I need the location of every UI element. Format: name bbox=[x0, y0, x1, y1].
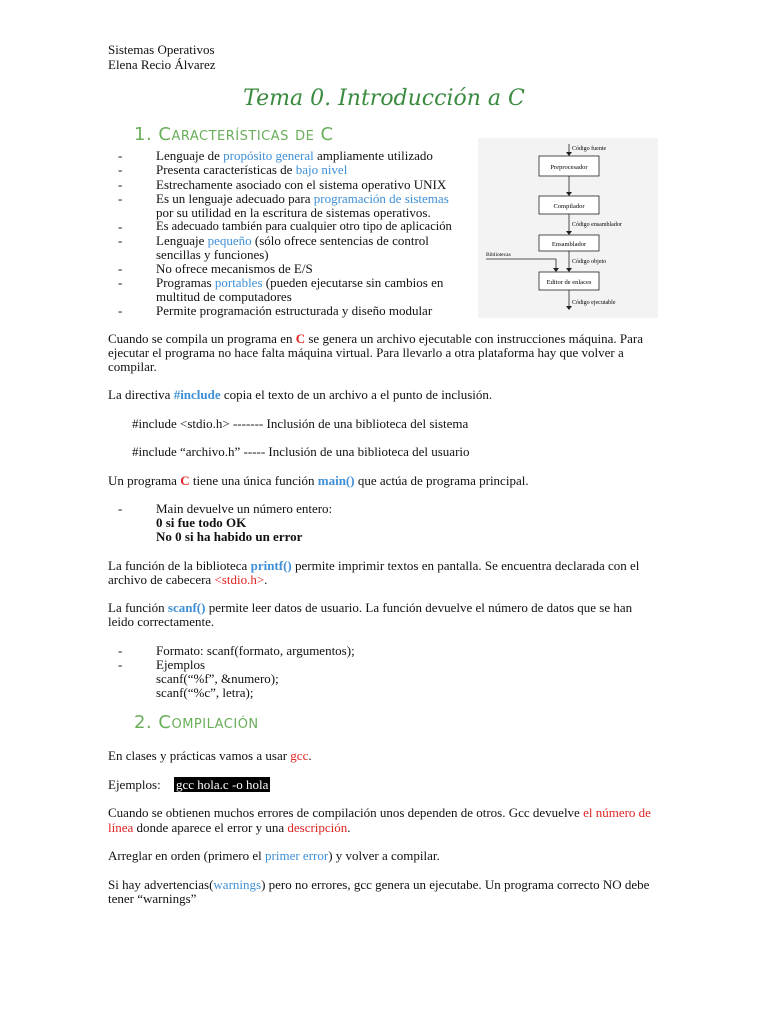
scanf-example-2: scanf(“%c”, letra); bbox=[156, 685, 254, 700]
paragraph-compile: Cuando se compila un programa en C se genera un archivo ejecutable con instrucciones máquina. Para bbox=[108, 331, 643, 346]
gcc-command-example: gcc hola.c -o hola bbox=[176, 777, 269, 792]
paragraph-warnings-line2: tener “warnings” bbox=[108, 891, 197, 906]
paragraph-fix-order: Arreglar en orden (primero el primer error) y volver a compilar. bbox=[108, 848, 440, 863]
list-item: No ofrece mecanismos de E/S bbox=[156, 261, 313, 276]
paragraph-gcc: En clases y prácticas vamos a usar gcc. bbox=[108, 748, 312, 763]
bullet-dash: - bbox=[118, 148, 123, 163]
bullet-dash: - bbox=[118, 191, 123, 206]
paragraph-errors-line2: línea donde aparece el error y una descripción. bbox=[108, 820, 351, 835]
list-item-continuation: por su utilidad en la escritura de sistemas operativos. bbox=[156, 205, 431, 220]
libraries-label: Bibliotecas bbox=[486, 252, 511, 258]
paragraph-main: Un programa C tiene una única función main() que actúa de programa principal. bbox=[108, 473, 529, 488]
examples-label: Ejemplos: bbox=[108, 777, 161, 792]
main-return-ok: 0 si fue todo OK bbox=[156, 515, 247, 530]
list-item: Lenguaje de propósito general ampliamente utilizado bbox=[156, 148, 433, 163]
paragraph-include: La directiva #include copia el texto de un archivo a el punto de inclusión. bbox=[108, 387, 493, 402]
include-system-example: #include <stdio.h> ------- Inclusión de una biblioteca del sistema bbox=[132, 416, 469, 431]
scanf-example-1: scanf(“%f”, &numero); bbox=[156, 671, 279, 686]
paragraph-printf-line2: archivo de cabecera <stdio.h>. bbox=[108, 572, 268, 587]
bullet-dash: - bbox=[118, 643, 123, 658]
bullet-dash: - bbox=[118, 162, 123, 177]
list-item: Presenta características de bajo nivel bbox=[156, 162, 348, 177]
paragraph-compile-line3: compilar. bbox=[108, 359, 157, 374]
bullet-dash: - bbox=[118, 177, 123, 192]
bullet-dash: - bbox=[118, 657, 123, 672]
assembly-code-label: Código ensamblador bbox=[572, 222, 622, 228]
section-1-heading: 1. Características de C bbox=[134, 124, 334, 145]
include-user-example: #include “archivo.h” ----- Inclusión de una biblioteca del usuario bbox=[132, 444, 470, 459]
preprocessor-label: Preprocesador bbox=[550, 164, 588, 171]
paragraph-warnings: Si hay advertencias(warnings) pero no errores, gcc genera un ejecutabe. Un programa correcto NO debe bbox=[108, 877, 650, 892]
compilation-pipeline-diagram bbox=[478, 138, 658, 318]
linker-label: Editor de enlaces bbox=[546, 279, 592, 286]
bullet-dash: - bbox=[118, 501, 123, 516]
paragraph-scanf: La función scanf() permite leer datos de usuario. La función devuelve el número de datos que se han bbox=[108, 600, 633, 615]
compiler-label: Compilador bbox=[553, 203, 585, 210]
list-item: Permite programación estructurada y diseño modular bbox=[156, 303, 433, 318]
scanf-format-item: Formato: scanf(formato, argumentos); bbox=[156, 643, 355, 658]
object-code-label: Código objeto bbox=[572, 259, 607, 265]
main-return-error: No 0 si ha habido un error bbox=[156, 529, 303, 544]
assembler-label: Ensamblador bbox=[551, 241, 587, 248]
document-title: Tema 0. Introducción a C bbox=[243, 86, 525, 111]
bullet-dash: - bbox=[118, 219, 123, 234]
list-item: Lenguaje pequeño (sólo ofrece sentencias de control bbox=[156, 233, 429, 248]
bullet-dash: - bbox=[118, 261, 123, 276]
paragraph-errors: Cuando se obtienen muchos errores de compilación unos dependen de otros. Gcc devuelve el número de bbox=[108, 805, 651, 820]
list-item: Estrechamente asociado con el sistema operativo UNIX bbox=[156, 177, 447, 192]
header-course: Sistemas Operativos bbox=[108, 42, 215, 57]
list-item: Es un lenguaje adecuado para programación de sistemas bbox=[156, 191, 449, 206]
list-item-continuation: sencillas y funciones) bbox=[156, 247, 269, 262]
section-2-heading: 2. Compilación bbox=[134, 712, 259, 733]
main-return-item: Main devuelve un número entero: bbox=[156, 501, 333, 516]
paragraph-scanf-line2: leido correctamente. bbox=[108, 614, 215, 629]
bullet-dash: - bbox=[118, 303, 123, 318]
executable-code-label: Código ejecutable bbox=[572, 300, 616, 306]
paragraph-printf: La función de la biblioteca printf() permite imprimir textos en pantalla. Se encuentra declarada con el bbox=[108, 558, 640, 573]
bullet-dash: - bbox=[118, 275, 123, 290]
list-item: Es adecuado también para cualquier otro tipo de aplicación bbox=[156, 219, 452, 233]
list-item-continuation: multitud de computadores bbox=[156, 289, 292, 304]
source-code-label: Código fuente bbox=[572, 146, 607, 152]
bullet-dash: - bbox=[118, 233, 123, 248]
list-item: Programas portables (pueden ejecutarse sin cambios en bbox=[156, 275, 444, 290]
paragraph-compile-line2: ejecutar el programa no hace falta máquina virtual. Para llevarlo a otra plataforma hay que volver a bbox=[108, 345, 624, 360]
header-author: Elena Recio Álvarez bbox=[108, 57, 216, 72]
scanf-examples-item: Ejemplos bbox=[156, 657, 206, 672]
